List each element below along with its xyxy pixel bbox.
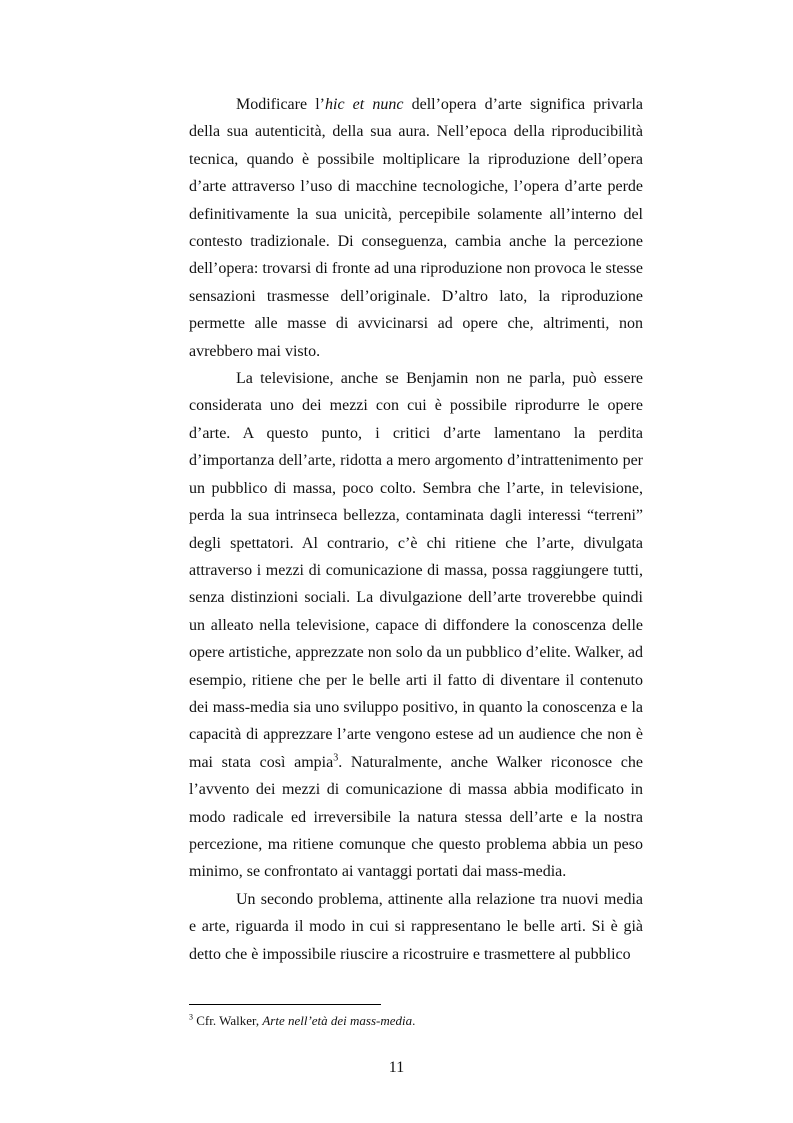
paragraph-2: La televisione, anche se Benjamin non ne parla, può essere considerata uno dei mezzi con cui è possibile riprodurre le opere d’arte. A questo punto, i critici d’arte lamentano la perdita d’importanza dell’arte, ridotta a mero argomento d’intrattenimento per un pubblico di massa, poco colto. Sembra che l’arte, in televisione, perda la sua intrinseca bellezza, contaminata dagli interessi “terreni” degli spettatori. Al contrario, c’è chi ritiene che l’arte, divulgata attraverso i mezzi di comunicazione di massa, possa raggiungere tutti, senza distinzioni sociali. La divulgazione dell’arte troverebbe quindi un alleato nella televisione, capace di diffondere la conoscenza delle opere artistiche, apprezzate non solo da un pubblico d’elite. Walker, ad esempio, ritiene che per le belle arti il fatto di diventare il contenuto dei mass-media sia uno sviluppo positivo, in quanto la conoscenza e la capacità di apprezzare l’arte vengono estese ad un audience che non è mai stata così ampia$^3$. Naturalmente, anche Walker riconosce che l’avvento dei mezzi di comunicazione di massa abbia modificato in modo radicale ed irreversibile la natura stessa dell’arte e la nostra percezione, ma ritiene comunque che questo problema abbia un peso minimo, se confrontato ai vantaggi portati dai mass-media. [189, 370, 643, 881]
footnote-divider [189, 1004, 381, 1005]
footnote-reference: 3 [333, 752, 339, 764]
paragraph-3: Un secondo problema, attinente alla relazione tra nuovi media e arte, riguarda il modo in cui si rappresentano le belle arti. Si è già detto che è impossibile riuscire a ricostruire e trasmettere al pubblico [189, 890, 643, 963]
paragraph-1: Modificare l’hic et nunc dell’opera d’arte significa privarla della sua autenticità, della sua aura. Nell’epoca della riproducibilità tecnica, quando è possibile moltiplicare la riproduzione dell’opera d’arte attraverso l’uso di macchine tecnologiche, l’opera d’arte perde definitivamente la sua unicità, percepibile solamente all’interno del contesto tradizionale. Di conseguenza, cambia anche la percezione dell’opera: trovarsi di fronte ad una riproduzione non provoca le stesse sensazioni trasmesse dell’originale. D’altro lato, la riproduzione permette alle masse di avvicinarsi ad opere che, altrimenti, non avrebbero mai visto. [189, 96, 644, 360]
footnote-number: 3 [189, 1012, 193, 1022]
footnote-title: Arte nell’età dei mass-media [262, 1013, 413, 1028]
footnote: $^3$ Cfr. Walker, Arte nell’età dei mass-media. [189, 1012, 416, 1028]
page-number: 11 [388, 1059, 405, 1076]
italic-phrase: hic et nunc [325, 96, 404, 113]
body-text [189, 91, 643, 968]
